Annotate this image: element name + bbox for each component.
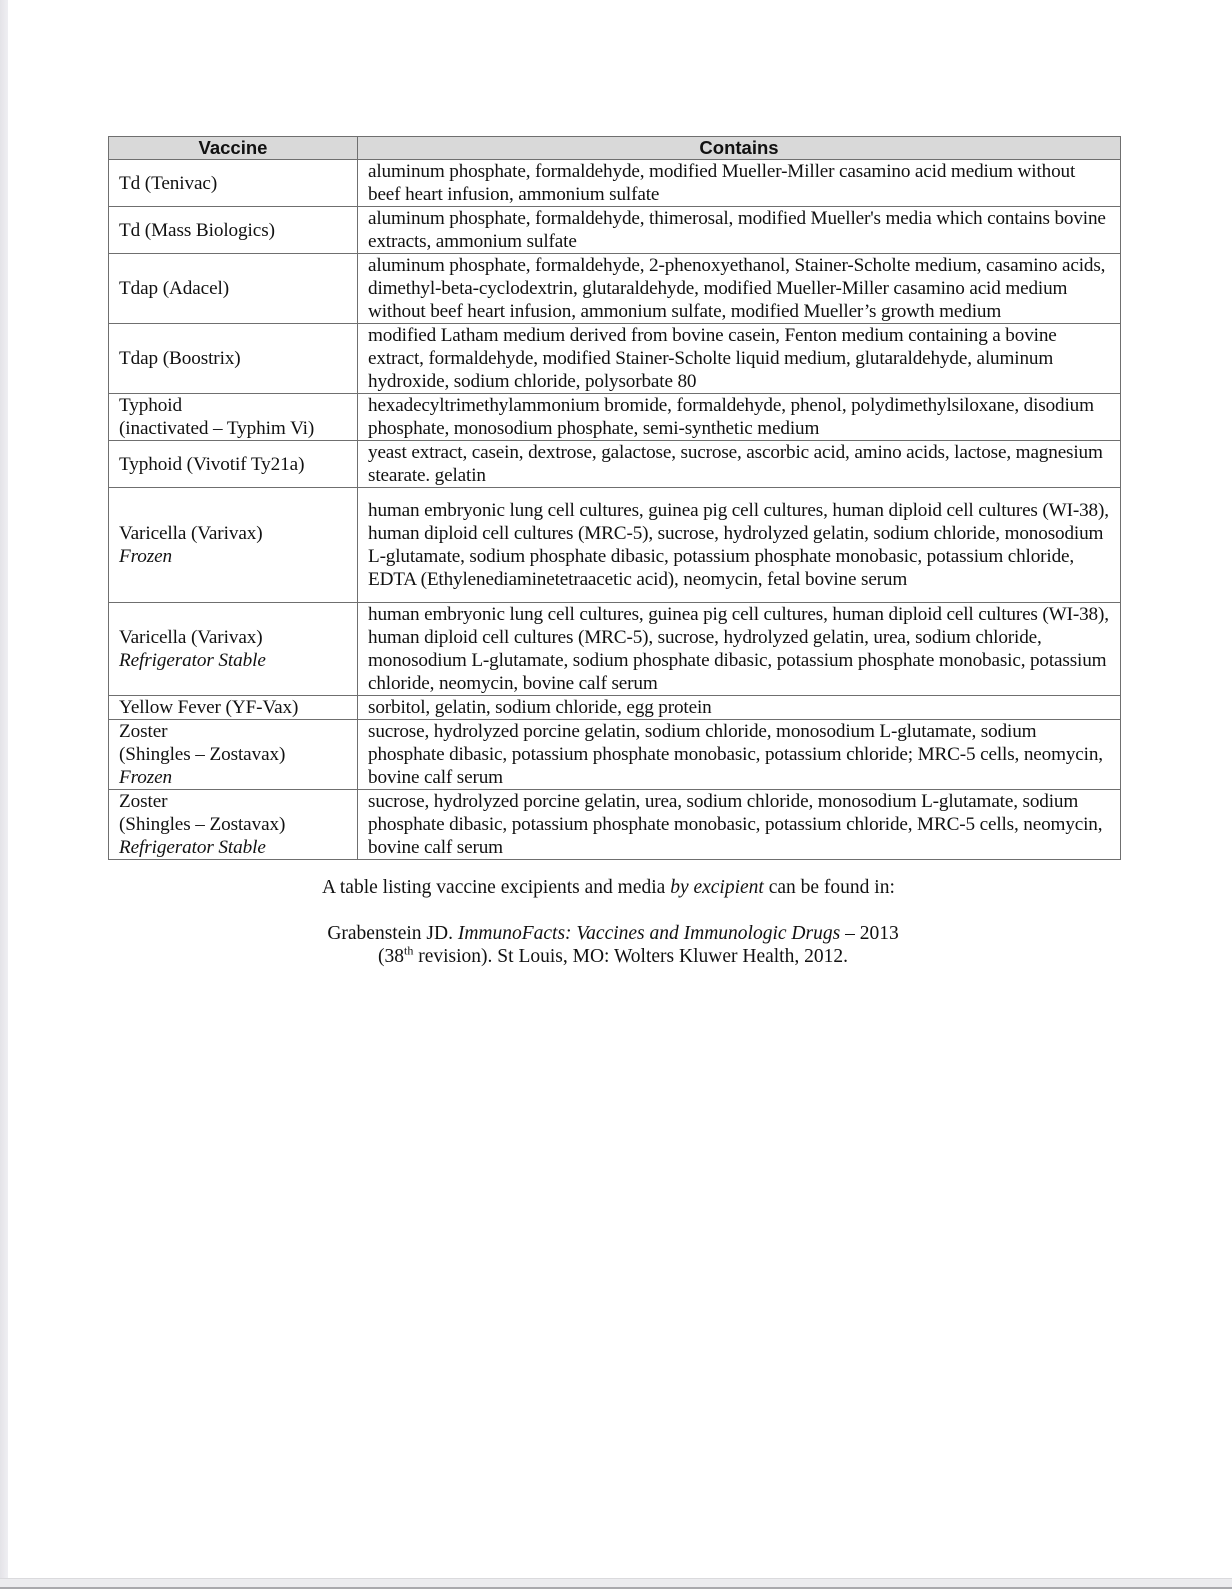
- citation-publisher: revision). St Louis, MO: Wolters Kluwer Health, 2012.: [413, 946, 848, 967]
- contains-cell: sucrose, hydrolyzed porcine gelatin, urea, sodium chloride, monosodium L-glutamate, sodium phosphate dibasic, potassium phosphate monobasic, potassium chloride, MRC-5 cells, neomycin, bovine calf serum: [358, 790, 1121, 860]
- vaccine-name-cell: [109, 488, 358, 603]
- document-page: [8, 0, 1232, 1579]
- vaccine-name: Zoster: [119, 791, 168, 812]
- contains-cell: hexadecyltrimethylammonium bromide, formaldehyde, phenol, polydimethylsiloxane, disodium phosphate, monosodium phosphate, semi-synthetic medium: [358, 394, 1121, 441]
- table-row: [109, 790, 1121, 860]
- caption-text-end: can be found in:: [763, 877, 895, 898]
- vaccine-name-cell: [109, 207, 358, 254]
- contains-cell: human embryonic lung cell cultures, guinea pig cell cultures, human diploid cell cultures (WI-38), human diploid cell cultures (MRC-5), sucrose, hydrolyzed gelatin, sodium chloride, monosodium L-glutamate, sodium phosphate dibasic, potassium phosphate monobasic, potassium chloride, EDTA (Ethylenediaminetetraacetic acid), neomycin, fetal bovine serum: [358, 488, 1121, 603]
- viewer-left-edge: [0, 0, 8, 1589]
- citation-author: Grabenstein JD.: [327, 923, 458, 944]
- contains-cell: human embryonic lung cell cultures, guinea pig cell cultures, human diploid cell cultures (WI-38), human diploid cell cultures (MRC-5), sucrose, hydrolyzed gelatin, urea, sodium chloride, monosodium L-glutamate, sodium phosphate dibasic, potassium phosphate monobasic, potassium chloride, neomycin, bovine calf serum: [358, 603, 1121, 696]
- table-row: [109, 254, 1121, 324]
- column-header-contains: Contains: [358, 137, 1121, 160]
- storage-note: Refrigerator Stable: [119, 650, 266, 671]
- contains-cell: modified Latham medium derived from bovine casein, Fenton medium containing a bovine extract, formaldehyde, modified Stainer-Scholte liquid medium, glutaraldehyde, aluminum hydroxide, sodium chloride, polysorbate 80: [358, 324, 1121, 394]
- table-row: [109, 207, 1121, 254]
- vaccine-name-cell: [109, 790, 358, 860]
- reference-caption: [322, 876, 895, 899]
- contains-cell: aluminum phosphate, formaldehyde, thimerosal, modified Mueller's media which contains bovine extracts, ammonium sulfate: [358, 207, 1121, 254]
- storage-note: Frozen: [119, 546, 173, 567]
- vaccine-name-cell: [109, 441, 358, 488]
- vaccine-name: Tdap (Adacel): [119, 278, 230, 299]
- storage-note: Refrigerator Stable: [119, 837, 266, 858]
- vaccine-name: Zoster: [119, 721, 168, 742]
- vaccine-name-detail: (inactivated – Typhim Vi): [119, 418, 315, 439]
- citation-year: – 2013: [840, 923, 899, 944]
- storage-note: Frozen: [119, 767, 173, 788]
- vaccine-name-cell: [109, 696, 358, 720]
- table-header-row: [109, 137, 1121, 160]
- vaccine-name: Varicella (Varivax): [119, 523, 263, 544]
- vaccine-name-detail: (Shingles – Zostavax): [119, 814, 286, 835]
- vaccine-name-detail: (Shingles – Zostavax): [119, 744, 286, 765]
- table-row: [109, 603, 1121, 696]
- table-row: [109, 696, 1121, 720]
- vaccine-name: Td (Tenivac): [119, 172, 218, 194]
- vaccine-name-cell: [109, 720, 358, 790]
- table-row: [109, 488, 1121, 603]
- column-header-vaccine: Vaccine: [109, 137, 358, 160]
- citation: [322, 922, 904, 968]
- citation-title: ImmunoFacts: Vaccines and Immunologic Drugs: [457, 923, 841, 944]
- vaccine-excipient-table: [108, 136, 1121, 860]
- contains-cell: sucrose, hydrolyzed porcine gelatin, sodium chloride, monosodium L-glutamate, sodium phosphate dibasic, potassium phosphate monobasic, potassium chloride; MRC-5 cells, neomycin, bovine calf serum: [358, 720, 1121, 790]
- viewer-bottom-edge: [0, 1578, 1232, 1589]
- table-row: [109, 394, 1121, 441]
- vaccine-name-cell: [109, 394, 358, 441]
- vaccine-name: Tdap (Boostrix): [119, 348, 241, 369]
- caption-emphasis: by excipient: [670, 877, 764, 898]
- vaccine-name: Yellow Fever (YF-Vax): [119, 697, 299, 718]
- contains-cell: yeast extract, casein, dextrose, galactose, sucrose, ascorbic acid, amino acids, lactose, magnesium stearate. gelatin: [358, 441, 1121, 488]
- caption-text: A table listing vaccine excipients and media: [322, 877, 671, 898]
- citation-edition: (38: [378, 946, 405, 967]
- vaccine-name-cell: [109, 603, 358, 696]
- vaccine-name: Typhoid (Vivotif Ty21a): [119, 453, 305, 475]
- contains-cell: aluminum phosphate, formaldehyde, 2-phenoxyethanol, Stainer-Scholte medium, casamino acids, dimethyl-beta-cyclodextrin, glutaraldehyde, modified Mueller-Miller casamino acid medium without beef heart infusion, ammonium sulfate, modified Mueller’s growth medium: [358, 254, 1121, 324]
- table-row: [109, 720, 1121, 790]
- table-row: [109, 441, 1121, 488]
- vaccine-name-cell: [109, 160, 358, 207]
- table-row: [109, 160, 1121, 207]
- vaccine-name: Varicella (Varivax): [119, 627, 263, 648]
- citation-edition-suffix: th: [404, 943, 414, 958]
- contains-cell: aluminum phosphate, formaldehyde, modified Mueller-Miller casamino acid medium without beef heart infusion, ammonium sulfate: [358, 160, 1121, 207]
- vaccine-name-cell: [109, 254, 358, 324]
- contains-cell: sorbitol, gelatin, sodium chloride, egg protein: [358, 696, 1121, 720]
- vaccine-name-cell: [109, 324, 358, 394]
- vaccine-name: Typhoid: [119, 395, 182, 416]
- table-row: [109, 324, 1121, 394]
- vaccine-name: Td (Mass Biologics): [119, 219, 275, 241]
